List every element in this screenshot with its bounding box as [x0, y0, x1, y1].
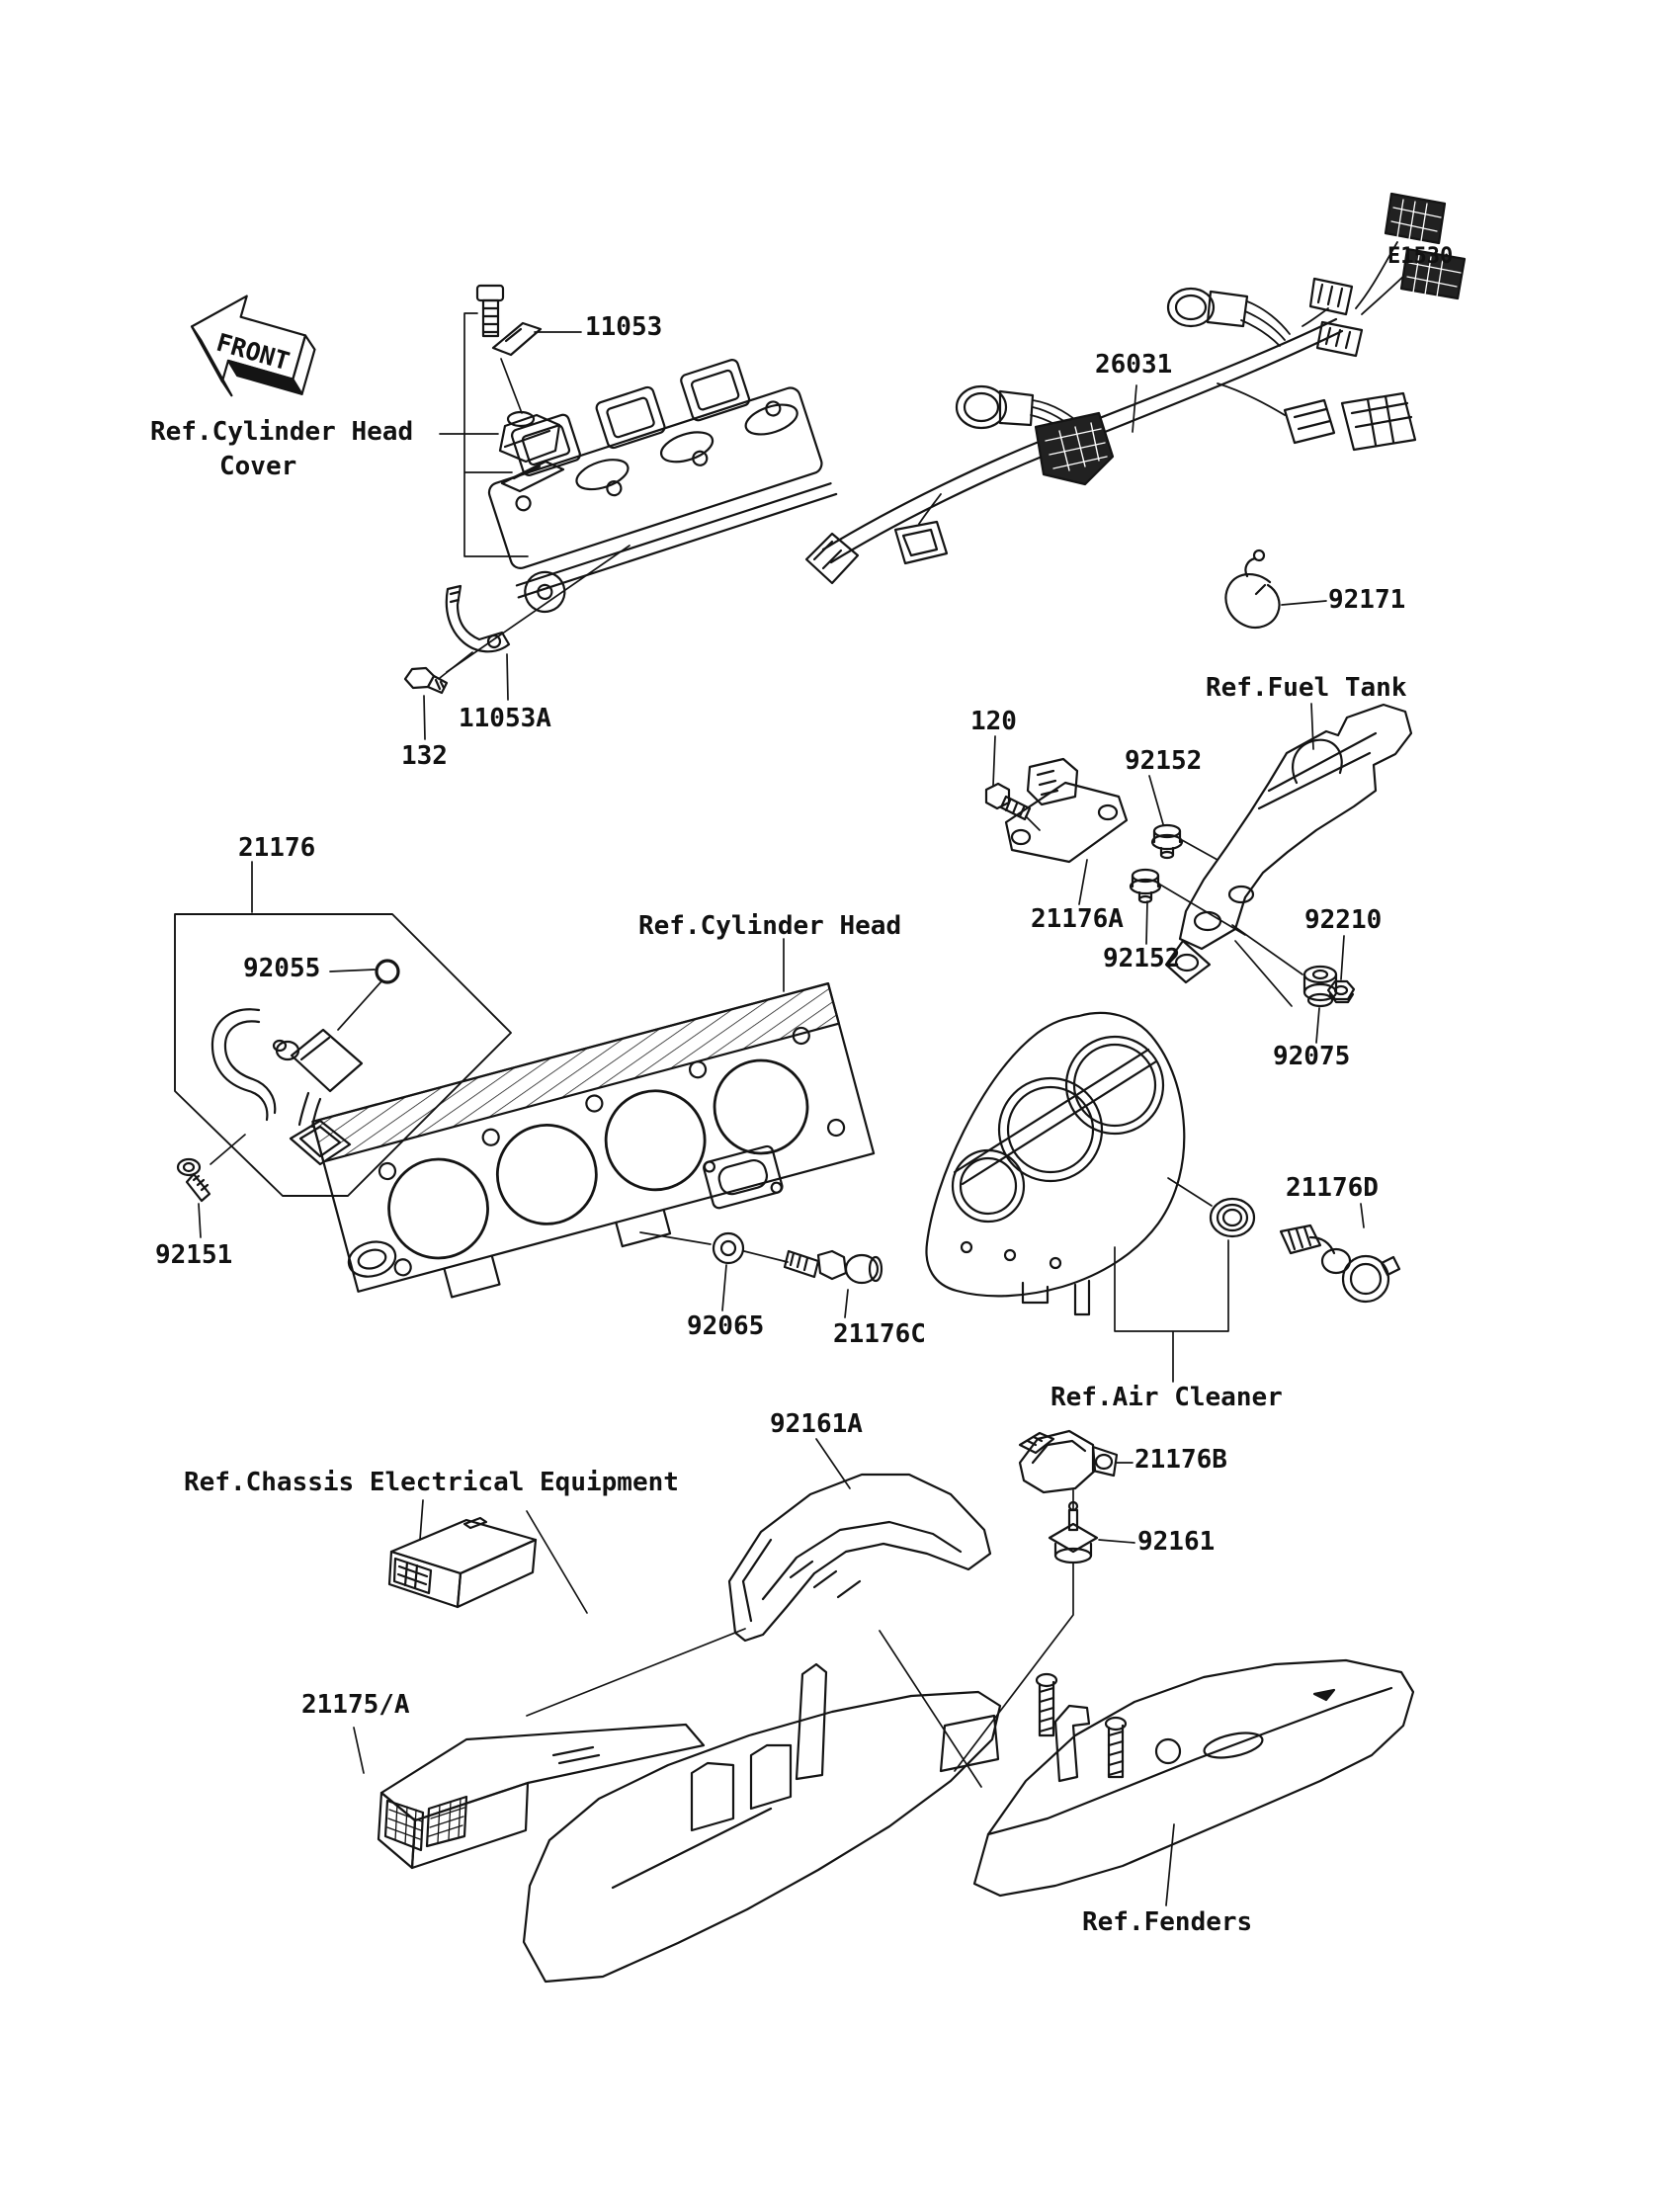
label-ref-chassis-electrical: Ref.Chassis Electrical Equipment — [184, 1468, 679, 1497]
label-ref-cylinder-head-cover-line2: Cover — [219, 452, 297, 481]
plate-11053-drawing — [493, 323, 541, 355]
grommet-92075-drawing — [1304, 967, 1336, 1043]
label-part-21176: 21176 — [238, 833, 316, 863]
sensor-21176d-drawing — [1281, 1204, 1399, 1302]
label-part-120: 120 — [970, 707, 1017, 736]
fuel-tank-bracket-drawing — [1166, 704, 1411, 1006]
label-part-92171: 92171 — [1328, 585, 1406, 615]
chassis-ecu-drawing — [389, 1500, 587, 1613]
front-direction-arrow — [177, 284, 324, 414]
label-part-92075: 92075 — [1273, 1042, 1351, 1071]
label-part-21176c: 21176C — [833, 1319, 926, 1349]
water-temp-sensor-group-drawing — [640, 1232, 882, 1317]
label-part-92152-upper: 92152 — [1125, 746, 1203, 776]
label-part-92055: 92055 — [243, 954, 321, 983]
gasket-plate-drawing — [502, 462, 563, 491]
label-part-92152-lower: 92152 — [1103, 944, 1181, 973]
wiring-harness-26031-drawing — [806, 194, 1465, 583]
bracket-92161a-drawing — [729, 1439, 990, 1787]
grommet-92152-upper-drawing — [1152, 825, 1182, 858]
label-part-92151: 92151 — [155, 1240, 233, 1270]
label-part-132: 132 — [401, 741, 448, 771]
label-part-21176a: 21176A — [1031, 904, 1124, 934]
bolt-11053-drawing — [477, 286, 503, 336]
clamp-92171-drawing — [1225, 550, 1326, 628]
label-part-26031: 26031 — [1095, 350, 1173, 380]
o-ring-92055-drawing — [377, 961, 398, 982]
sensor-21176c-drawing — [785, 1251, 882, 1283]
air-cleaner-drawing — [926, 1013, 1254, 1382]
air-cleaner-grommet-drawing — [1211, 1199, 1254, 1236]
label-part-92161a: 92161A — [770, 1409, 863, 1439]
label-part-21176d: 21176D — [1286, 1173, 1379, 1203]
label-ref-cylinder-head-cover-line1: Ref.Cylinder Head — [150, 417, 414, 447]
label-ref-air-cleaner: Ref.Air Cleaner — [1050, 1383, 1283, 1412]
sensor-21176-group-drawing — [175, 862, 511, 1237]
drawing-code: E1530 — [1387, 244, 1454, 269]
label-part-11053a: 11053A — [459, 704, 551, 733]
label-part-92161: 92161 — [1137, 1527, 1216, 1557]
ecu-21175a-drawing — [354, 1629, 745, 1868]
grommet-92152-lower-drawing — [1131, 870, 1160, 902]
cylinder-head-drawing — [310, 939, 881, 1320]
label-part-92210: 92210 — [1304, 905, 1383, 935]
label-ref-cylinder-head: Ref.Cylinder Head — [638, 911, 902, 941]
label-part-92065: 92065 — [687, 1311, 765, 1341]
sensor-21176a-drawing — [1006, 759, 1127, 862]
bolt-120-drawing — [986, 784, 1030, 819]
fenders-drawing — [524, 1660, 1413, 1982]
front-arrow-text: FRONT — [212, 327, 294, 377]
cylinder-head-cover-drawing — [440, 286, 843, 672]
label-part-21175a: 21175/A — [301, 1690, 410, 1720]
label-ref-fenders: Ref.Fenders — [1082, 1907, 1253, 1937]
label-ref-fuel-tank: Ref.Fuel Tank — [1206, 673, 1407, 703]
label-part-21176b: 21176B — [1134, 1445, 1227, 1475]
map-sensor-21176b-drawing — [1020, 1431, 1133, 1510]
washer-92065-drawing — [714, 1233, 743, 1263]
label-part-11053: 11053 — [585, 312, 663, 342]
bolt-132-drawing — [405, 668, 447, 693]
screw-92151-drawing — [178, 1159, 210, 1201]
